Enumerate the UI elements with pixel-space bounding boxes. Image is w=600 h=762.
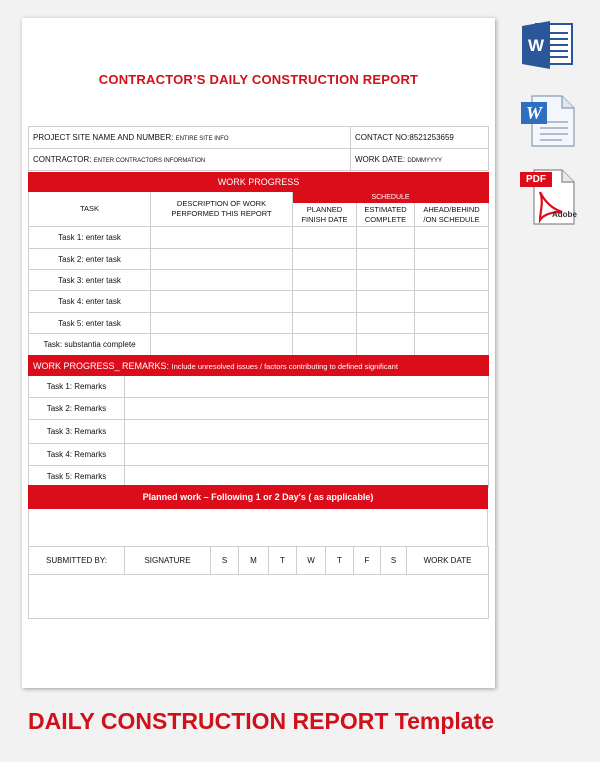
project-site-value: ENTIRE SITE INFO (175, 136, 229, 142)
work-progress-header: WORK PROGRESS (29, 173, 489, 192)
footer-caption: DAILY CONSTRUCTION REPORT Template (28, 708, 495, 734)
task-cell: Task: substantia complete (29, 334, 151, 356)
remark-cell (125, 420, 489, 444)
planned-work-header: Planned work – Following 1 or 2 Day's ( as applicable) (29, 486, 488, 509)
project-info-row (29, 127, 489, 149)
table-row (29, 420, 489, 444)
ahead-cell (415, 313, 489, 334)
task-column-header: TASK (29, 192, 151, 227)
submitted-by-label: SUBMITTED BY: (29, 547, 125, 575)
submission-row (29, 547, 489, 575)
schedule-header-row (29, 192, 489, 203)
remark-cell (125, 398, 489, 420)
table-row (29, 291, 489, 313)
description-column-header: DESCRIPTION OF WORK PERFORMED THIS REPORT (151, 192, 293, 227)
table-row (29, 334, 489, 356)
task-cell: Task 4: enter task (29, 291, 151, 313)
estimated-column-header: ESTIMATED COMPLETE (357, 203, 415, 227)
table-row (29, 270, 489, 291)
contact-cell (351, 127, 489, 149)
estimated-cell (357, 270, 415, 291)
task-cell: Task 3: enter task (29, 270, 151, 291)
work-progress-header-row (29, 173, 489, 192)
project-site-label: PROJECT SITE NAME AND NUMBER: (33, 133, 174, 142)
ahead-cell (415, 249, 489, 270)
contractor-info-row (29, 149, 489, 171)
planned-cell (293, 313, 357, 334)
contractor-cell (29, 149, 351, 171)
doc-download-button[interactable] (518, 92, 578, 148)
description-cell (151, 227, 293, 249)
planned-cell (293, 291, 357, 313)
task-cell: Task 2: enter task (29, 249, 151, 270)
day-thursday: T (326, 547, 354, 575)
work-date-label: WORK DATE: (355, 155, 406, 164)
day-wednesday: W (297, 547, 326, 575)
ahead-cell (415, 334, 489, 356)
table-row (29, 398, 489, 420)
document-title: CONTRACTOR’S DAILY CONSTRUCTION REPORT (98, 72, 419, 87)
planned-cell (293, 227, 357, 249)
ahead-behind-column-header: AHEAD/BEHIND /ON SCHEDULE (415, 203, 489, 227)
day-sunday: S (211, 547, 239, 575)
table-row (29, 227, 489, 249)
pdf-download-button[interactable] (518, 166, 578, 222)
remarks-header-row (29, 356, 489, 376)
description-cell (151, 249, 293, 270)
estimated-cell (357, 291, 415, 313)
ahead-cell (415, 227, 489, 249)
table-row (29, 444, 489, 466)
ahead-cell (415, 270, 489, 291)
project-info-table (28, 126, 489, 171)
work-date-cell (351, 149, 489, 171)
remark-task-cell: Task 4: Remarks (29, 444, 125, 466)
estimated-cell (357, 313, 415, 334)
contractor-label: CONTRACTOR: (33, 155, 92, 164)
day-tuesday: T (269, 547, 297, 575)
work-date-column: WORK DATE (407, 547, 489, 575)
remark-cell (125, 376, 489, 398)
planned-cell (293, 270, 357, 291)
submission-body-row (29, 575, 489, 619)
svg-text:W: W (527, 36, 545, 55)
description-cell (151, 291, 293, 313)
planned-work-table (28, 485, 488, 547)
planned-cell (293, 249, 357, 270)
estimated-cell (357, 249, 415, 270)
work-date-value: DDMMYYYY (407, 158, 442, 164)
submission-body-cell (29, 575, 489, 619)
day-friday: F (354, 547, 381, 575)
remarks-header-note: Include unresolved issues / factors contributing to defined significant (171, 361, 398, 371)
day-saturday: S (381, 547, 407, 575)
doc-file-icon (518, 92, 578, 148)
remark-cell (125, 444, 489, 466)
adobe-label: Adobe (552, 210, 577, 219)
schedule-header: SCHEDULE (293, 192, 489, 203)
remark-task-cell: Task 5: Remarks (29, 466, 125, 488)
work-progress-table (28, 172, 489, 356)
remark-task-cell: Task 3: Remarks (29, 420, 125, 444)
remark-task-cell: Task 2: Remarks (29, 398, 125, 420)
planned-cell (293, 334, 357, 356)
table-row (29, 376, 489, 398)
table-row (29, 313, 489, 334)
task-cell: Task 5: enter task (29, 313, 151, 334)
planned-work-header-row (29, 486, 488, 509)
signature-label: SIGNATURE (125, 547, 211, 575)
task-cell: Task 1: enter task (29, 227, 151, 249)
contact-label: CONTACT NO: (355, 133, 410, 142)
remark-task-cell: Task 1: Remarks (29, 376, 125, 398)
estimated-cell (357, 334, 415, 356)
submission-table (28, 546, 489, 619)
remarks-header-label: WORK PROGRESS_ REMARKS: (33, 360, 170, 371)
project-site-cell (29, 127, 351, 149)
svg-text:W: W (525, 103, 543, 123)
remarks-header (29, 356, 489, 376)
pdf-label: PDF (526, 174, 546, 185)
description-cell (151, 334, 293, 356)
description-cell (151, 270, 293, 291)
contact-value: 8521253659 (409, 133, 454, 142)
word-download-button[interactable] (518, 18, 578, 74)
ahead-cell (415, 291, 489, 313)
planned-work-cell (29, 509, 488, 547)
estimated-cell (357, 227, 415, 249)
remarks-table (28, 355, 489, 488)
table-row (29, 249, 489, 270)
contractor-value: ENTER CONTRACTORS INFORMATION (93, 158, 206, 164)
planned-column-header: PLANNED FINISH DATE (293, 203, 357, 227)
description-cell (151, 313, 293, 334)
planned-work-body-row (29, 509, 488, 547)
day-monday: M (239, 547, 269, 575)
word-icon (518, 18, 578, 74)
